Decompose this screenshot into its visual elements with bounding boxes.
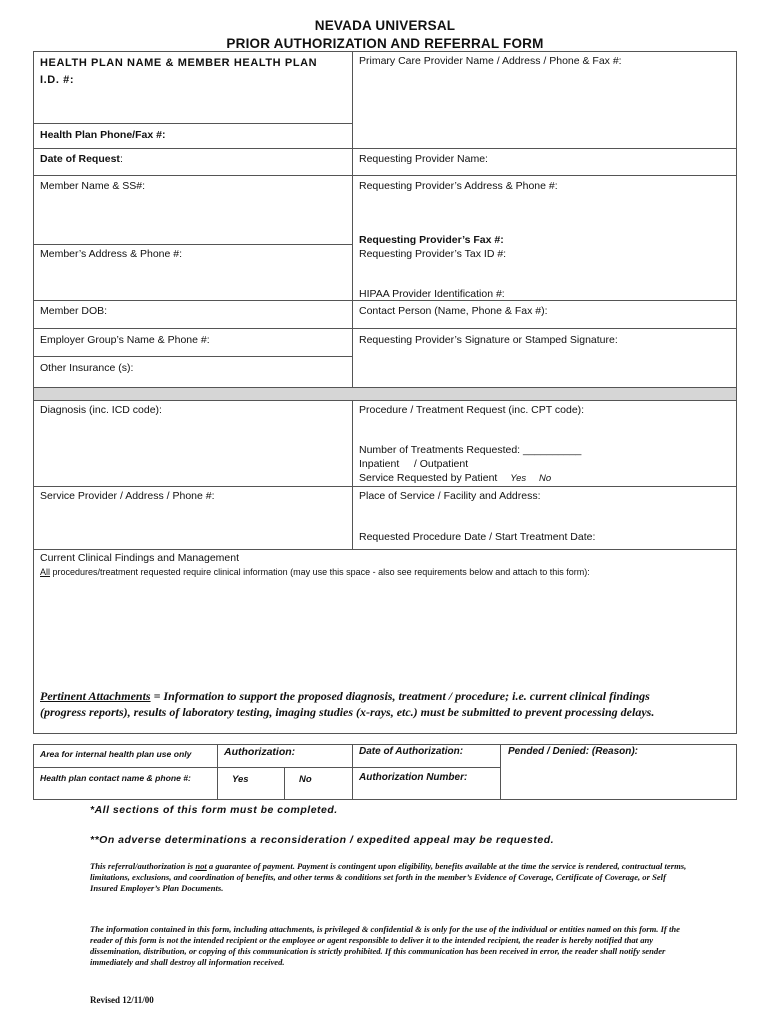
health-plan-id-label: I.D. #: xyxy=(40,74,75,86)
all-sections-note: *All sections of this form must be completed. xyxy=(90,804,338,816)
confidentiality-notice: The information contained in this form, including attachments, is privileged & confidential & is only for the use of the individual or entities named on this form. If the reader of this form is not the intended recipient or the employee or agent responsible to deliver it to the intended recipient, the reader is hereby notified that any dissemination, distribution, or copying of this communication is strictly prohibited. If this communication has been received in error, the reader shall notify sender immediately and shall destroy all information received. xyxy=(90,924,680,967)
provider-signature-field[interactable]: Requesting Provider’s Signature or Stamped Signature: xyxy=(359,334,618,346)
number-of-treatments-field[interactable]: Number of Treatments Requested: __________ xyxy=(359,444,582,456)
hipaa-id-field[interactable]: HIPAA Provider Identification #: xyxy=(359,288,505,300)
clinical-findings-heading: Current Clinical Findings and Management xyxy=(40,552,240,564)
inpatient-outpatient-field[interactable]: Inpatient / Outpatient xyxy=(359,458,469,470)
place-of-service-field[interactable]: Place of Service / Facility and Address: xyxy=(359,490,541,502)
patient-yes-option[interactable]: Yes xyxy=(510,473,527,484)
section-separator-band xyxy=(34,388,736,400)
payment-guarantee-disclaimer: This referral/authorization is not a guarantee of payment. Payment is contingent upon eligibility, benefits available at the time the service is rendered, contractual terms, limitations, exclusions, and coordination of benefits, and other terms & conditions set forth in the member’s Evidence of Coverage, Certificate of Coverage, or Self Insured Employer’s Plan Documents. xyxy=(90,861,687,893)
date-of-request-field[interactable]: Date of Request: xyxy=(40,153,123,165)
requesting-provider-tax-field[interactable]: Requesting Provider’s Tax ID #: xyxy=(359,248,507,260)
service-provider-field[interactable]: Service Provider / Address / Phone #: xyxy=(40,490,215,502)
pertinent-attachments-line1: Pertinent Attachments = Information to support the proposed diagnosis, treatment / procedure; i.e. current clinical findings xyxy=(40,689,650,703)
health-plan-name-label: HEALTH PLAN NAME & MEMBER HEALTH PLAN xyxy=(40,57,318,69)
date-of-request-label: Date of Request xyxy=(40,153,120,165)
service-requested-label: Service Requested by Patient xyxy=(359,472,498,484)
patient-no-option[interactable]: No xyxy=(539,473,552,484)
pcp-field[interactable]: Primary Care Provider Name / Address / Phone & Fax #: xyxy=(359,55,622,67)
requesting-provider-name-field[interactable]: Requesting Provider Name: xyxy=(359,153,488,165)
employer-group-field[interactable]: Employer Group’s Name & Phone #: xyxy=(40,334,210,346)
procedure-request-field[interactable]: Procedure / Treatment Request (inc. CPT code): xyxy=(359,404,585,416)
member-name-field[interactable]: Member Name & SS#: xyxy=(40,180,146,192)
authorization-no-option[interactable]: No xyxy=(299,774,312,785)
member-dob-field[interactable]: Member DOB: xyxy=(40,305,108,317)
contact-person-field[interactable]: Contact Person (Name, Phone & Fax #): xyxy=(359,305,548,317)
pended-denied-field[interactable]: Pended / Denied: (Reason): xyxy=(508,746,639,757)
authorization-number-field[interactable]: Authorization Number: xyxy=(359,772,468,783)
clinical-findings-subtext: All procedures/treatment requested require clinical information (may use this space - also see requirements below and attach to this form): xyxy=(40,567,590,577)
requested-date-field[interactable]: Requested Procedure Date / Start Treatment Date: xyxy=(359,531,596,543)
member-address-field[interactable]: Member’s Address & Phone #: xyxy=(40,248,183,260)
form-title-line2: PRIOR AUTHORIZATION AND REFERRAL FORM xyxy=(226,36,544,51)
pertinent-attachments-line2: (progress reports), results of laboratory testing, imaging studies (x-rays, etc.) must be submitted to prevent processing delays. xyxy=(40,705,655,719)
health-plan-contact-field[interactable]: Health plan contact name & phone #: xyxy=(40,773,191,783)
other-insurance-field[interactable]: Other Insurance (s): xyxy=(40,362,134,374)
requesting-provider-address-field[interactable]: Requesting Provider’s Address & Phone #: xyxy=(359,180,558,192)
authorization-field[interactable]: Authorization: xyxy=(224,746,296,758)
service-requested-by-patient-row xyxy=(359,472,551,485)
health-plan-phone-label: Health Plan Phone/Fax #: xyxy=(40,129,166,141)
date-of-authorization-field[interactable]: Date of Authorization: xyxy=(359,746,464,757)
pertinent-attachments-label: Pertinent Attachments xyxy=(40,689,151,703)
adverse-determination-note: **On adverse determinations a reconsideration / expedited appeal may be requested. xyxy=(90,834,555,846)
revision-date: Revised 12/11/00 xyxy=(90,995,154,1005)
internal-area-label: Area for internal health plan use only xyxy=(40,749,192,759)
form-title-line1: NEVADA UNIVERSAL xyxy=(314,18,456,33)
diagnosis-field[interactable]: Diagnosis (inc. ICD code): xyxy=(40,404,162,416)
authorization-yes-option[interactable]: Yes xyxy=(232,774,249,785)
requesting-provider-fax-field[interactable]: Requesting Provider’s Fax #: xyxy=(359,234,504,246)
